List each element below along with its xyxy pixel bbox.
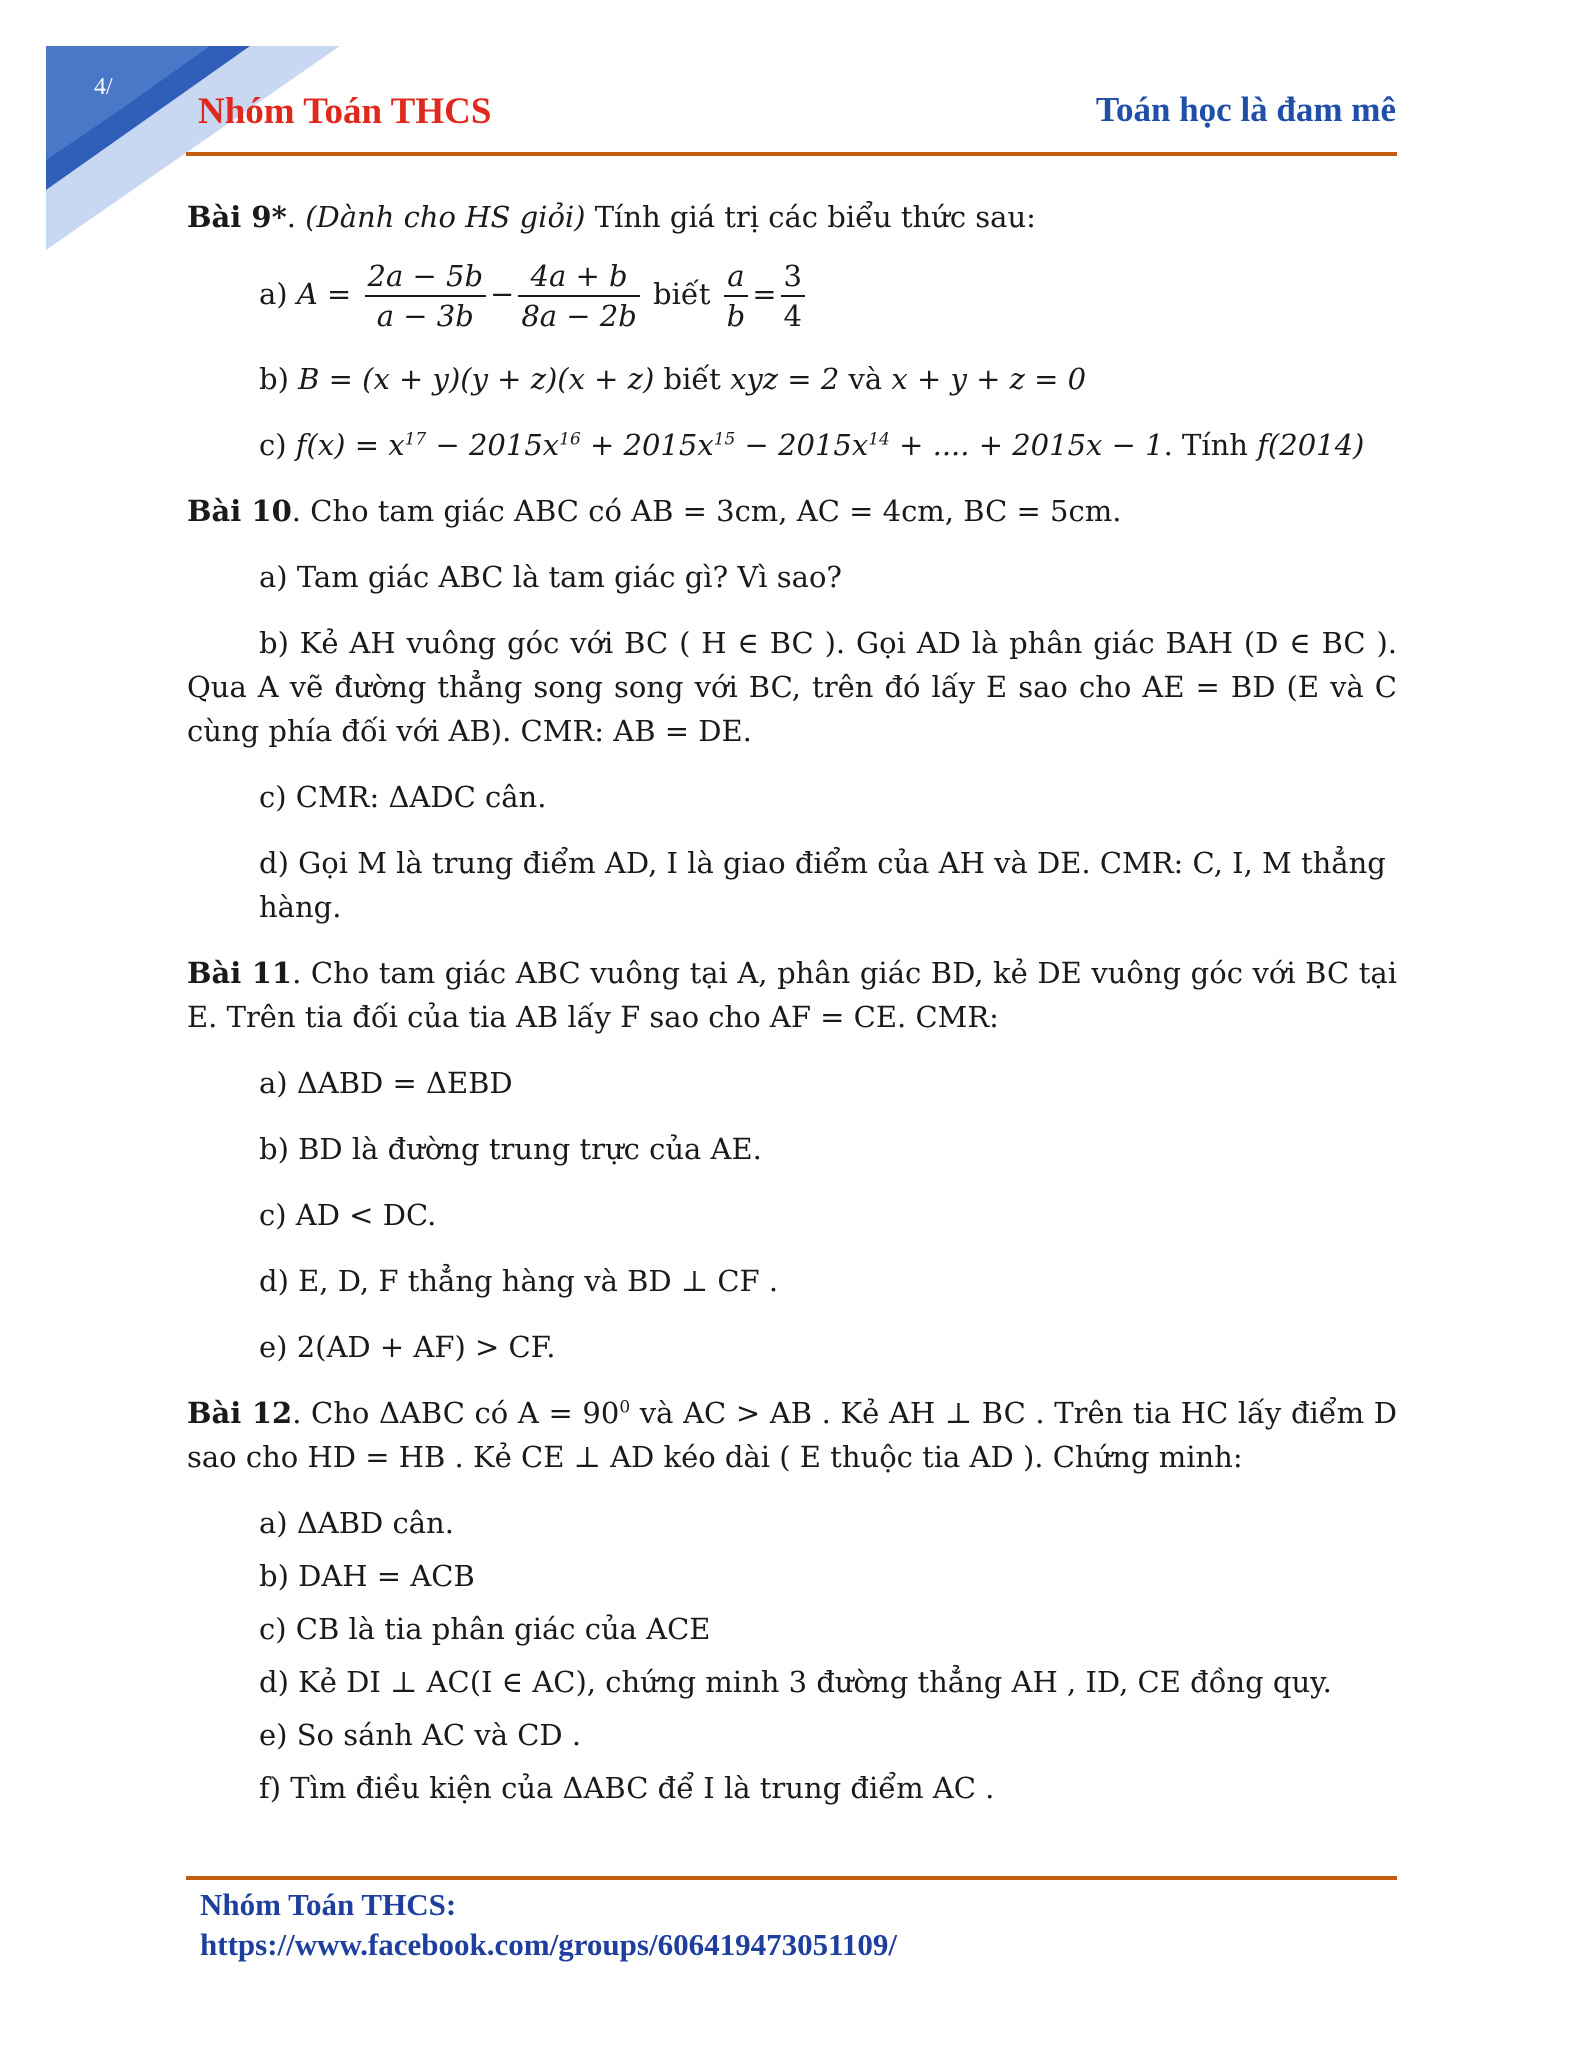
ratio-fraction: $\frac{a}{b}$ (724, 257, 749, 335)
problem-12-d: d) Kẻ DI ⊥ AC(I ∈ AC), chứng minh 3 đường thẳng AH , ID, CE đồng quy. (259, 1665, 1332, 1699)
footer (200, 1885, 897, 1965)
problem-11-b: b) BD là đường trung trực của AE. (259, 1132, 762, 1166)
problem-9-c (187, 423, 1397, 467)
problem-11-d: d) E, D, F thẳng hàng và BD ⊥ CF . (259, 1264, 779, 1298)
condition-1: xyz = 2 (730, 362, 840, 396)
problem-12-title: Bài 12 (187, 1396, 293, 1430)
problem-11-intro: Cho tam giác ABC vuông tại A, phân giác BD, kẻ DE vuông góc với BC tại E. Trên tia đối của tia AB lấy F sao cho AF = CE. CMR: (187, 956, 1397, 1034)
math-lhs: A = (296, 277, 352, 311)
problem-12-f: f) Tìm điều kiện của ΔABC để I là trung điểm AC . (259, 1771, 995, 1805)
problem-10-b: b) Kẻ AH vuông góc với BC ( H ∈ BC ). Gọi AD là phân giác BAH (D ∈ BC ). Qua A vẽ đường thẳng song song với BC, trên đó lấy E sao cho AE = BD (E và C cùng phía đối với AB). CMR: AB = DE. (187, 626, 1397, 748)
problem-9-title: Bài 9* (187, 200, 287, 234)
problem-10-d: d) Gọi M là trung điểm AD, I là giao điểm của AH và DE. CMR: C, I, M thẳng hàng. (259, 846, 1386, 924)
problem-11-a: a) ΔABD = ΔEBD (259, 1066, 513, 1100)
item-label: b) (259, 362, 289, 396)
degree-exponent: 0 (619, 1397, 631, 1418)
problem-11-title: Bài 11 (187, 956, 293, 990)
problem-11-e: e) 2(AD + AF) > CF. (259, 1330, 556, 1364)
fraction-1: $\frac{2a - 5b}{a - 3b}$ (365, 257, 487, 335)
header-slogan: Toán học là đam mê (1095, 90, 1396, 129)
condition-2: x + y + z = 0 (891, 362, 1087, 396)
item-label: c) (259, 428, 287, 462)
problem-9-a (187, 257, 1397, 335)
problem-12-c: c) CB là tia phân giác của ACE (259, 1612, 711, 1646)
problem-12: Bài 12. Cho ΔABC có $A = 90^0$ và AC > AB . Kẻ AH ⊥ BC . Trên tia HC lấy điểm D sao cho HD = HB . Kẻ CE ⊥ AD kéo dài ( E thuộc tia AD ). Chứng minh: (187, 1396, 1398, 1474)
footer-rule (186, 1876, 1397, 1880)
problem-11-c: c) AD < DC. (259, 1198, 437, 1232)
problem-12-intro-pre: Cho ΔABC có A = 90 (311, 1396, 620, 1430)
polynomial: $f(x) = x^{17} - 2015x^{16} + 2015x^{15} - 2015x^{14}$ + .... + 2015x − 1 (295, 428, 1164, 462)
math-expression: B = (x + y)(y + z)(x + z) (298, 362, 655, 396)
biet-text: biết (653, 277, 711, 311)
value-fraction: $\frac{3}{4}$ (781, 257, 805, 335)
problem-12-b: b) DAH = ACB (259, 1559, 475, 1593)
problem-9-note: (Dành cho HS giỏi) (305, 200, 586, 234)
problem-12-a: a) ΔABD cân. (259, 1506, 454, 1540)
problem-12-intro-post: và AC > AB . Kẻ AH ⊥ BC . Trên tia HC lấy điểm D sao cho HD = HB . Kẻ CE ⊥ AD kéo dài ( E thuộc tia AD ). Chứng minh: (187, 1396, 1398, 1474)
va-text: và (848, 362, 883, 396)
problem-9: Bài 9*. (Dành cho HS giỏi) Tính giá trị các biểu thức sau: (187, 200, 1036, 234)
header-rule (186, 152, 1397, 156)
problem-10-c: c) CMR: ΔADC cân. (259, 780, 547, 814)
item-label: a) (259, 277, 288, 311)
problem-10: Bài 10. Cho tam giác ABC có AB = 3cm, AC = 4cm, BC = 5cm. (187, 494, 1122, 528)
footer-group-name: Nhóm Toán THCS: (200, 1887, 457, 1922)
page-number: 4/ (94, 74, 113, 100)
brand-title: Nhóm Toán THCS (198, 91, 492, 132)
problem-10-a: a) Tam giác ABC là tam giác gì? Vì sao? (259, 560, 842, 594)
problem-12-e: e) So sánh AC và CD . (259, 1718, 582, 1752)
problem-10-title: Bài 10 (187, 494, 292, 528)
problem-9-intro: Tính giá trị các biểu thức sau: (594, 200, 1036, 234)
equals-sign: = (752, 277, 777, 311)
fraction-2: $\frac{4a + b}{8a - 2b}$ (518, 257, 640, 335)
problem-11: Bài 11. Cho tam giác ABC vuông tại A, phân giác BD, kẻ DE vuông góc với BC tại E. Trên tia đối của tia AB lấy F sao cho AF = CE. CMR: (187, 956, 1397, 1034)
minus-sign: − (490, 277, 515, 311)
problem-9-b (187, 357, 1397, 401)
biet-text: biết (663, 362, 721, 396)
page-content (187, 195, 1397, 1810)
target-expression: f(2014) (1257, 428, 1365, 462)
footer-link[interactable]: https://www.facebook.com/groups/606419473051109/ (200, 1927, 897, 1962)
tinh-text: . Tính (1163, 428, 1248, 462)
problem-10-intro: Cho tam giác ABC có AB = 3cm, AC = 4cm, BC = 5cm. (310, 494, 1122, 528)
